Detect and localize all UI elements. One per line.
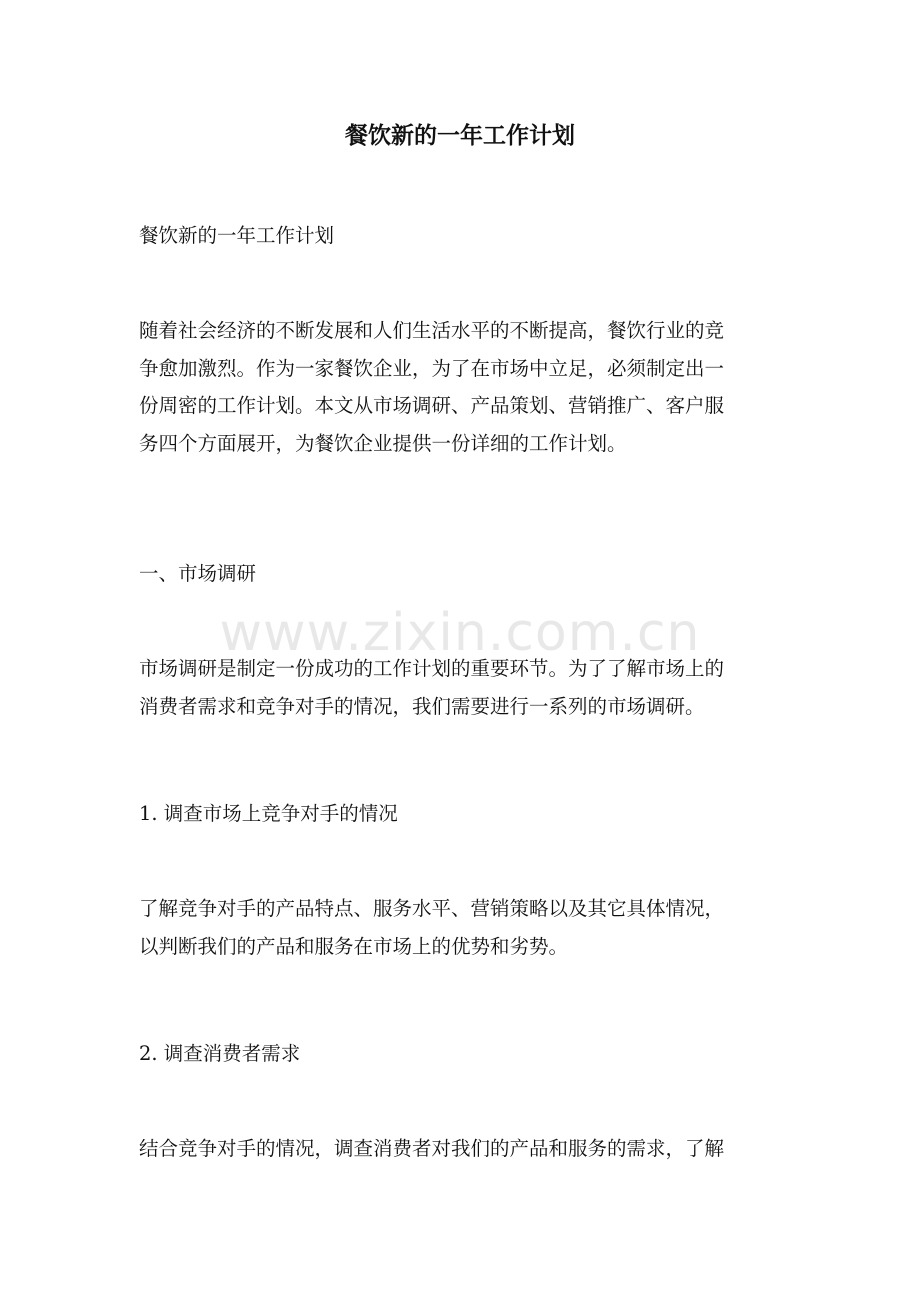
paragraph-line: 结合竞争对手的情况，调查消费者对我们的产品和服务的需求，了解: [139, 1137, 725, 1160]
subtitle-line: 餐饮新的一年工作计划: [139, 224, 335, 247]
section-heading-market-research: [139, 555, 784, 593]
watermark-text: www.zixin.com.cn: [219, 603, 701, 663]
paragraph-line: 消费者需求和竞争对手的情况，我们需要进行一系列的市场调研。: [139, 694, 705, 718]
paragraph-line: 务四个方面展开，为餐饮企业提供一份详细的工作计划。: [139, 431, 627, 455]
paragraph-line: 争愈加激烈。作为一家餐饮企业，为了在市场中立足，必须制定出一: [139, 356, 725, 380]
document-subtitle: [139, 217, 784, 255]
intro-paragraph: [139, 312, 784, 462]
item-paragraph-competitors: [139, 890, 784, 965]
item-paragraph-consumer-needs: [139, 1130, 784, 1168]
heading-line: 2. 调查消费者需求: [139, 1042, 301, 1065]
heading-line: 一、市场调研: [139, 562, 257, 585]
item-heading-consumer-needs: [139, 1035, 784, 1073]
paragraph-line: 以判断我们的产品和服务在市场上的优势和劣势。: [139, 934, 569, 958]
paragraph-line: 市场调研是制定一份成功的工作计划的重要环节。为了了解市场上的: [139, 657, 725, 680]
section-paragraph-market-research: [139, 650, 784, 725]
heading-line: 1. 调查市场上竞争对手的情况: [139, 802, 398, 825]
item-heading-competitors: [139, 795, 784, 833]
paragraph-line: 随着社会经济的不断发展和人们生活水平的不断提高，餐饮行业的竞: [139, 319, 725, 342]
paragraph-line: 份周密的工作计划。本文从市场调研、产品策划、营销推广、客户服: [139, 394, 725, 417]
paragraph-line: 了解竞争对手的产品特点、服务水平、营销策略以及其它具体情况，: [139, 897, 725, 920]
document-title: 餐饮新的一年工作计划: [345, 122, 575, 149]
